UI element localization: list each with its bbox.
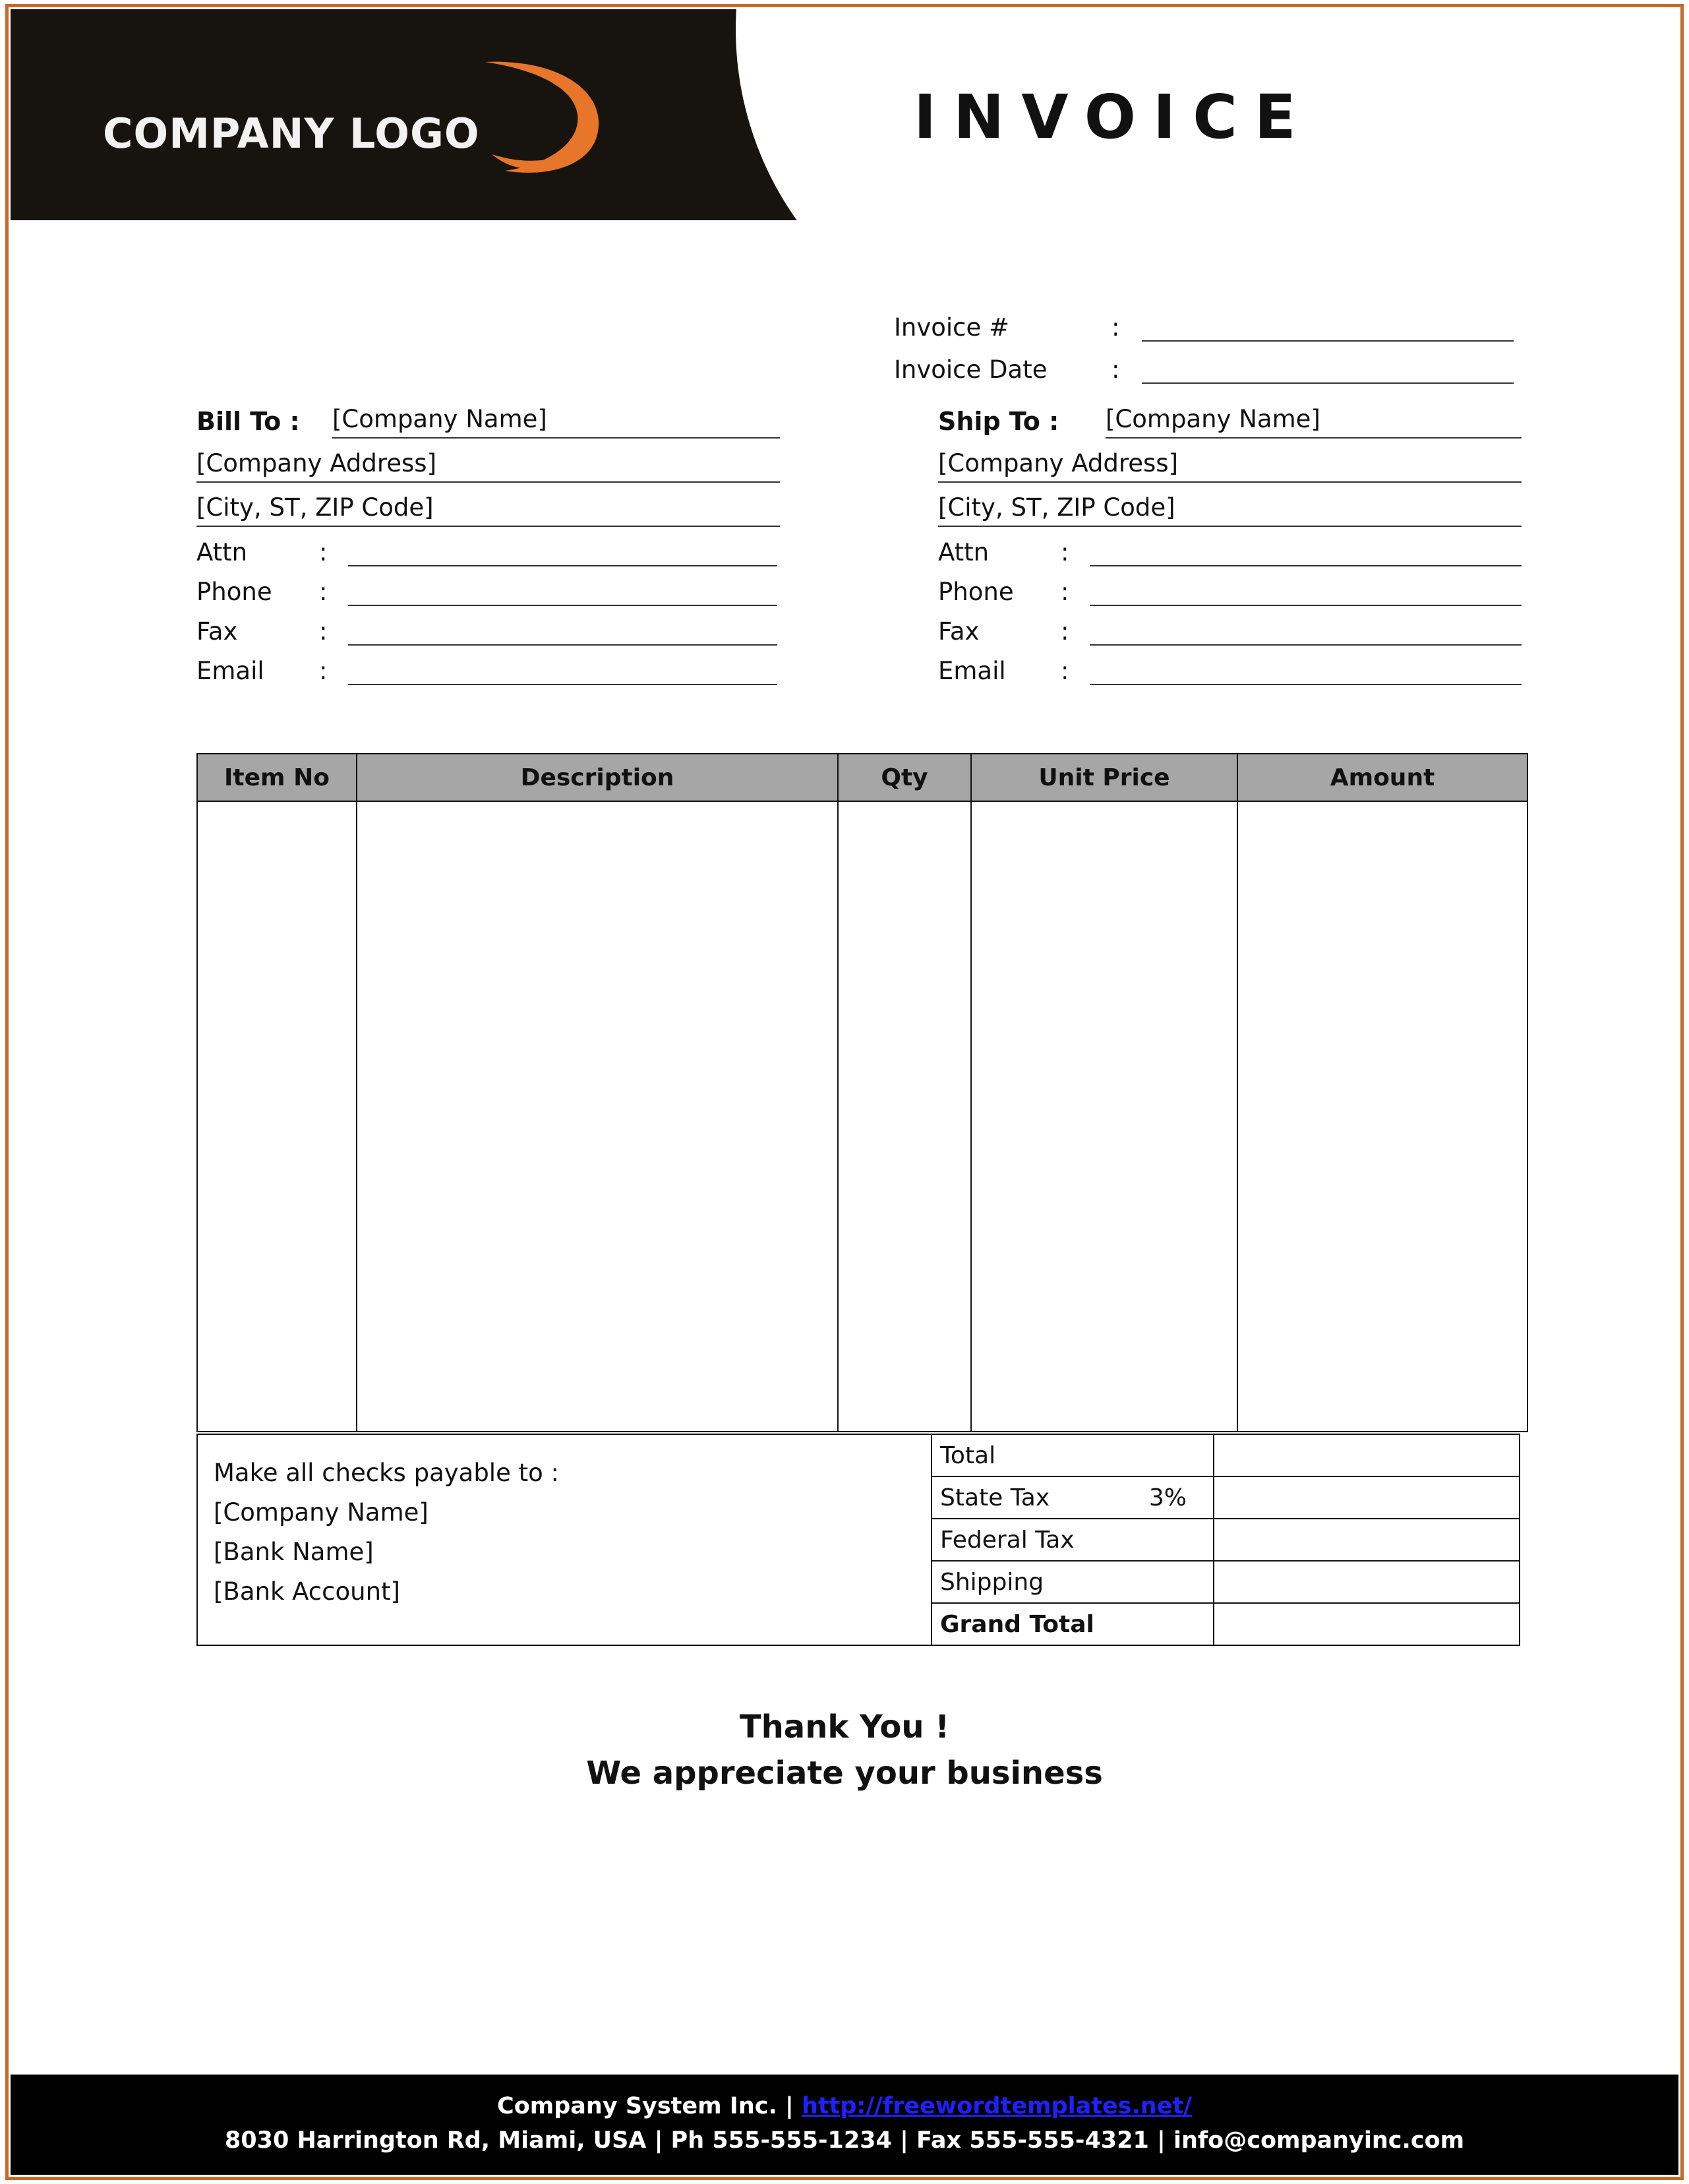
ship-to-email-row (938, 655, 1522, 685)
invoice-number-label: Invoice # (894, 313, 1010, 342)
invoice-date-colon: : (1111, 355, 1120, 384)
footer-company-name: Company System Inc. | (497, 2093, 802, 2119)
column-header-item-no: Item No (197, 754, 357, 801)
ship-to-email-field[interactable] (1090, 655, 1522, 685)
table-header-row (197, 754, 1527, 801)
bill-to-fax-field[interactable] (348, 615, 777, 646)
state-tax-label-cell (932, 1476, 1214, 1519)
cell-description[interactable] (357, 801, 838, 1432)
column-header-description: Description (357, 754, 838, 801)
invoice-number-row (894, 299, 1514, 342)
ship-to-fax-label: Fax (938, 617, 980, 646)
bill-to-phone-row (196, 576, 780, 606)
ship-to-attn-field[interactable] (1090, 536, 1522, 566)
bill-to-phone-field[interactable] (348, 576, 777, 606)
ship-to-attn-row (938, 536, 1522, 566)
invoice-number-field[interactable] (1142, 310, 1514, 342)
bill-to-attn-label: Attn (196, 538, 248, 566)
footer-website-link[interactable]: http://freewordtemplates.net/ (801, 2093, 1192, 2119)
thank-you-line-2: We appreciate your business (586, 1755, 1103, 1792)
payment-instructions (196, 1434, 931, 1646)
ship-to-company-address[interactable]: [Company Address] (938, 449, 1522, 483)
federal-tax-value[interactable] (1214, 1519, 1520, 1561)
bill-to-block (196, 405, 780, 685)
grand-total-label: Grand Total (932, 1603, 1214, 1645)
line-items-header (197, 754, 1527, 801)
bill-to-attn-colon: : (319, 538, 328, 566)
invoice-date-label: Invoice Date (894, 355, 1048, 384)
bill-to-fax-row (196, 615, 780, 646)
company-logo-text: COMPANY LOGO (103, 109, 480, 158)
ship-to-phone-label: Phone (938, 578, 1014, 606)
ship-to-email-label: Email (938, 657, 1006, 685)
total-value[interactable] (1214, 1434, 1520, 1476)
bill-to-phone-colon: : (319, 578, 328, 606)
payment-bank-name[interactable]: [Bank Name] (214, 1538, 374, 1566)
payment-line-1: Make all checks payable to : (214, 1459, 559, 1487)
ship-to-attn-label: Attn (938, 538, 990, 566)
invoice-date-row (894, 342, 1514, 384)
cell-item-no[interactable] (197, 801, 357, 1432)
state-tax-value[interactable] (1214, 1476, 1520, 1519)
bill-to-email-label: Email (196, 657, 264, 685)
invoice-sheet (11, 9, 1678, 2175)
footer-company-line (11, 2075, 1678, 2119)
page-title: INVOICE (914, 82, 1313, 152)
ship-to-fax-field[interactable] (1090, 615, 1522, 646)
shipping-label: Shipping (932, 1561, 1214, 1603)
ship-to-phone-field[interactable] (1090, 576, 1522, 606)
ship-to-company-name[interactable]: [Company Name] (1106, 405, 1522, 439)
ship-to-email-colon: : (1061, 657, 1069, 685)
state-tax-rate: 3% (1148, 1484, 1187, 1511)
table-row (197, 801, 1527, 1432)
invoice-number-colon: : (1111, 313, 1120, 342)
totals-row-shipping (932, 1561, 1520, 1603)
totals-row-grand-total (932, 1603, 1520, 1645)
payment-bank-account[interactable]: [Bank Account] (214, 1577, 400, 1606)
totals-row-total (932, 1434, 1520, 1476)
bill-to-attn-row (196, 536, 780, 566)
bill-to-company-address[interactable]: [Company Address] (196, 449, 780, 483)
payment-company-name[interactable]: [Company Name] (214, 1498, 429, 1527)
line-items-body (197, 801, 1527, 1432)
totals-row-federal-tax (932, 1519, 1520, 1561)
bill-to-email-row (196, 655, 780, 685)
invoice-meta (894, 299, 1514, 384)
bill-to-label: Bill To : (196, 407, 300, 436)
bill-to-phone-label: Phone (196, 578, 272, 606)
thank-you-line-1: Thank You ! (739, 1709, 950, 1745)
column-header-amount: Amount (1237, 754, 1527, 801)
bill-to-email-field[interactable] (348, 655, 777, 685)
ship-to-fax-colon: : (1061, 617, 1069, 646)
bill-to-email-colon: : (319, 657, 328, 685)
cell-unit-price[interactable] (971, 801, 1237, 1432)
thank-you-section (11, 1704, 1678, 1796)
bill-to-fax-label: Fax (196, 617, 238, 646)
bill-to-header (196, 405, 780, 439)
totals-row-state-tax (932, 1476, 1520, 1519)
payment-and-totals (196, 1434, 1520, 1646)
grand-total-value[interactable] (1214, 1603, 1520, 1645)
cell-amount[interactable] (1237, 801, 1527, 1432)
state-tax-label: State Tax (940, 1484, 1050, 1511)
bill-to-fax-colon: : (319, 617, 328, 646)
shipping-value[interactable] (1214, 1561, 1520, 1603)
ship-to-phone-colon: : (1061, 578, 1069, 606)
line-items-table (196, 753, 1528, 1432)
footer-contact-line: 8030 Harrington Rd, Miami, USA | Ph 555-555-1234 | Fax 555-555-4321 | info@companyinc.com (224, 2127, 1465, 2154)
bill-to-company-name[interactable]: [Company Name] (332, 405, 780, 439)
ship-to-block (938, 405, 1522, 685)
total-label: Total (932, 1434, 1214, 1476)
logo-swoosh-icon (465, 42, 610, 187)
federal-tax-label: Federal Tax (932, 1519, 1214, 1561)
ship-to-label: Ship To : (938, 407, 1059, 436)
ship-to-city-state-zip[interactable]: [City, ST, ZIP Code] (938, 493, 1522, 527)
column-header-qty: Qty (838, 754, 971, 801)
column-header-unit-price: Unit Price (971, 754, 1237, 801)
ship-to-header (938, 405, 1522, 439)
bill-to-attn-field[interactable] (348, 536, 777, 566)
totals-table (931, 1434, 1520, 1646)
ship-to-phone-row (938, 576, 1522, 606)
bill-to-city-state-zip[interactable]: [City, ST, ZIP Code] (196, 493, 780, 527)
invoice-header (11, 9, 1678, 220)
ship-to-attn-colon: : (1061, 538, 1069, 566)
page-footer (11, 2075, 1678, 2175)
parties-section (196, 405, 1522, 685)
ship-to-fax-row (938, 615, 1522, 646)
invoice-date-field[interactable] (1142, 352, 1514, 384)
cell-qty[interactable] (838, 801, 971, 1432)
